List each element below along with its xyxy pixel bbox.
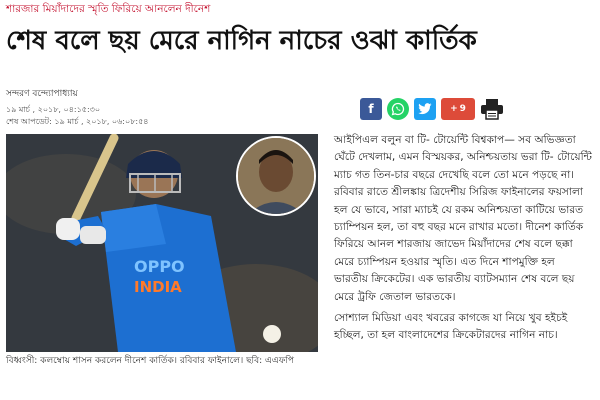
body-paragraph: আইপিএল বলুন বা টি- টোয়েন্টি বিশ্বকাপ— সব অভিজ্ঞতা ঘেঁটে দেখলাম, এমন বিস্ময়কর, অনিশ্চয়তায় ভরা টি- টোয়েন্টি ম্যাচ গত তিন-চার বছরে দেখেছি বলে তো মনে পড়ছে না। রবিবার রাতে শ্রীলঙ্কায় ত্রিদেশীয় সিরিজ ফাইনালের ফয়সালা হল যে ভাবে, সারা ম্যাচই যে রকম অনিশ্চয়তা কাটিয়ে ভারত চ্যাম্পিয়ন হল, তা বহু বছর মনে রাখার মতো। দীনেশ কার্তিক ফিরিয়ে আনল শারজায় জাভেদ মিয়াঁদাদের শেষ বলে ছক্কা মেরে চ্যাম্পিয়ন হওয়ার স্মৃতি। এত দিনে শাপমুক্তি হল ভারতীয় ক্রিকেটের। এক ভারতীয় ব্যাটসম্যান শেষ বলে ছয় মেরে ট্রফি জেতাল ভারতকে।	[334, 134, 592, 303]
author-name[interactable]: সন্দরণ বন্দ্যোপাধ্যায়	[6, 89, 78, 99]
gplus-share-button[interactable]	[441, 98, 475, 120]
facebook-share-button[interactable]	[360, 98, 382, 120]
inset-portrait	[236, 136, 316, 216]
section-kicker: শারজার মিয়াঁদাদের স্মৃতি ফিরিয়ে আনলেন দীনেশ	[6, 3, 211, 15]
updated-date: শেষ আপডেট: ১৯ মার্চ , ২০১৮, ০৬:০৮:৫৪	[6, 117, 149, 126]
portrait-illustration	[238, 138, 314, 214]
facebook-icon: f	[368, 102, 374, 116]
jersey-sponsor: OPPO	[134, 257, 185, 276]
printer-icon	[480, 98, 504, 120]
whatsapp-icon	[391, 102, 405, 116]
print-button[interactable]	[480, 98, 504, 120]
share-count: 9	[459, 104, 466, 114]
plus-icon: +	[450, 104, 458, 114]
jersey-team: INDIA	[134, 278, 182, 296]
body-paragraph: সোশ্যাল মিডিয়া এবং খবরের কাগজে যা নিয়ে খুব হইচই হচ্ছিল, তা হল বাংলাদেশের ক্রিকেটারদের নাগিন নাচ।	[334, 312, 568, 342]
published-date: ১৯ মার্চ , ২০১৮, ০৪:১৫:৩০	[6, 105, 101, 114]
article-body	[334, 132, 592, 349]
article-headline: শেষ বলে ছয় মেরে নাগিন নাচের ওঝা কার্তিক	[6, 26, 477, 56]
twitter-icon	[418, 103, 432, 115]
whatsapp-share-button[interactable]	[387, 98, 409, 120]
share-bar	[360, 98, 504, 120]
photo-caption: বিধ্বংসী: কলম্বোয় শাসন করলেন দীনেশ কার্তিক। রবিবার ফাইনালে। ছবি: এএফপি	[6, 356, 294, 366]
article-photo	[6, 134, 318, 352]
twitter-share-button[interactable]	[414, 98, 436, 120]
